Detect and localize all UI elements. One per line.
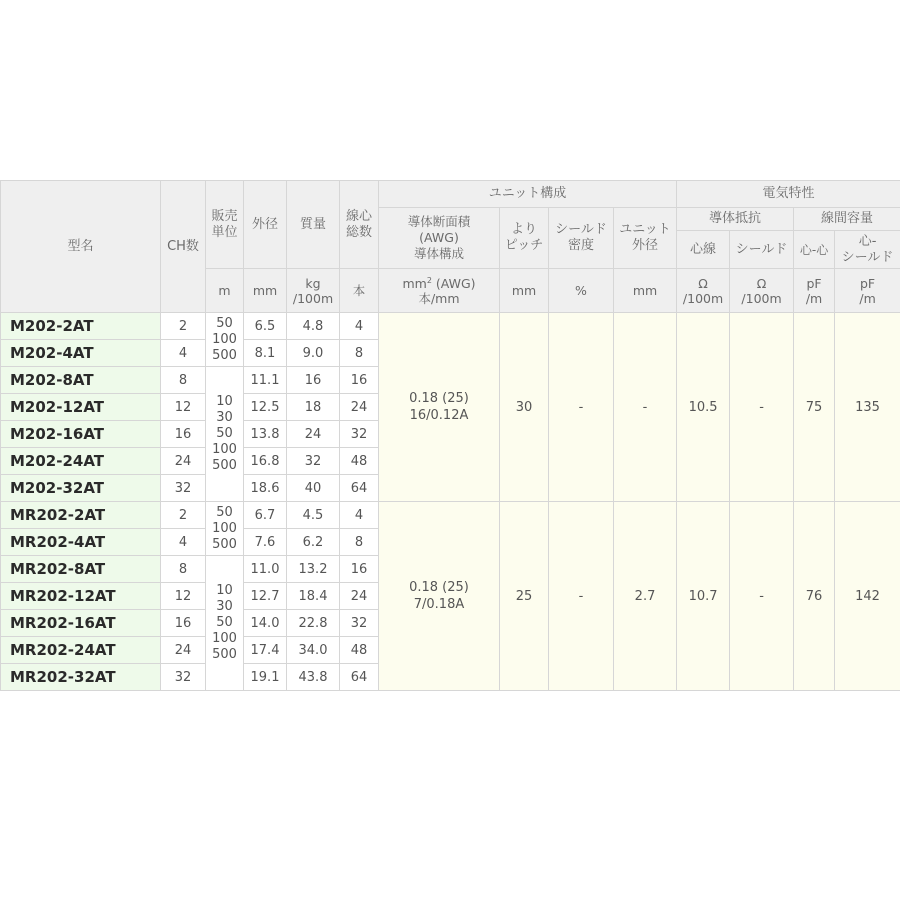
ch-count: 32	[161, 475, 206, 502]
ch-count: 4	[161, 340, 206, 367]
outer-diameter: 12.7	[244, 583, 287, 610]
outer-diameter: 17.4	[244, 637, 287, 664]
mass-value: 13.2	[287, 556, 340, 583]
ch-count: 8	[161, 556, 206, 583]
model-name: MR202-32AT	[1, 664, 161, 691]
header-shield-density: シールド 密度	[549, 208, 614, 269]
core-count: 4	[340, 502, 379, 529]
shield-density: -	[549, 313, 614, 502]
ch-count: 2	[161, 502, 206, 529]
outer-diameter: 14.0	[244, 610, 287, 637]
ch-count: 24	[161, 448, 206, 475]
ch-count: 4	[161, 529, 206, 556]
outer-diameter: 6.7	[244, 502, 287, 529]
ch-count: 12	[161, 583, 206, 610]
core-count: 64	[340, 664, 379, 691]
outer-diameter: 18.6	[244, 475, 287, 502]
unit-res-core: Ω /100m	[677, 269, 730, 313]
sales-unit-a: 50 100 500	[206, 313, 244, 367]
header-res-shield: シールド	[730, 231, 794, 269]
model-name: MR202-4AT	[1, 529, 161, 556]
model-name: M202-16AT	[1, 421, 161, 448]
header-cores: 線心 総数	[340, 181, 379, 269]
unit-unit-od: mm	[614, 269, 677, 313]
model-name: M202-12AT	[1, 394, 161, 421]
model-name: M202-8AT	[1, 367, 161, 394]
mass-value: 32	[287, 448, 340, 475]
header-cap-cc: 心-心	[794, 231, 835, 269]
header-outer-diameter: 外径	[244, 181, 287, 269]
core-count: 16	[340, 556, 379, 583]
core-count: 16	[340, 367, 379, 394]
unit-density: %	[549, 269, 614, 313]
mass-value: 40	[287, 475, 340, 502]
sales-unit-b: 10 30 50 100 500	[206, 367, 244, 502]
header-unit-group: ユニット構成	[379, 181, 677, 208]
core-count: 48	[340, 448, 379, 475]
header-unit-outer: ユニット 外径	[614, 208, 677, 269]
core-count: 8	[340, 340, 379, 367]
core-count: 32	[340, 421, 379, 448]
ch-count: 2	[161, 313, 206, 340]
capacitance-cc: 76	[794, 502, 835, 691]
conductor-area: 0.18 (25) 7/0.18A	[379, 502, 500, 691]
model-name: MR202-2AT	[1, 502, 161, 529]
mass-value: 22.8	[287, 610, 340, 637]
unit-cores: 本	[340, 269, 379, 313]
resistance-core: 10.7	[677, 502, 730, 691]
resistance-shield: -	[730, 313, 794, 502]
capacitance-cs: 135	[835, 313, 900, 502]
outer-diameter: 16.8	[244, 448, 287, 475]
model-name: MR202-24AT	[1, 637, 161, 664]
mass-value: 4.8	[287, 313, 340, 340]
model-name: MR202-8AT	[1, 556, 161, 583]
resistance-core: 10.5	[677, 313, 730, 502]
unit-outer-diameter: 2.7	[614, 502, 677, 691]
model-name: M202-4AT	[1, 340, 161, 367]
sales-unit-a: 50 100 500	[206, 502, 244, 556]
spec-table	[0, 180, 900, 691]
mass-value: 18	[287, 394, 340, 421]
outer-diameter: 11.1	[244, 367, 287, 394]
twist-pitch: 25	[500, 502, 549, 691]
mass-value: 24	[287, 421, 340, 448]
unit-cap-cs: pF /m	[835, 269, 900, 313]
unit-outer-diameter: -	[614, 313, 677, 502]
header-cap-cs: 心- シールド	[835, 231, 900, 269]
header-resistance: 導体抵抗	[677, 208, 794, 231]
model-name: M202-24AT	[1, 448, 161, 475]
mass-value: 18.4	[287, 583, 340, 610]
header-model: 型名	[1, 181, 161, 313]
sales-unit-b: 10 30 50 100 500	[206, 556, 244, 691]
header-ch: CH数	[161, 181, 206, 313]
core-count: 8	[340, 529, 379, 556]
twist-pitch: 30	[500, 313, 549, 502]
outer-diameter: 6.5	[244, 313, 287, 340]
core-count: 32	[340, 610, 379, 637]
model-name: MR202-16AT	[1, 610, 161, 637]
core-count: 48	[340, 637, 379, 664]
capacitance-cc: 75	[794, 313, 835, 502]
table-row	[1, 502, 900, 529]
unit-sales: m	[206, 269, 244, 313]
outer-diameter: 8.1	[244, 340, 287, 367]
header-sales-unit: 販売 単位	[206, 181, 244, 269]
mass-value: 16	[287, 367, 340, 394]
outer-diameter: 7.6	[244, 529, 287, 556]
ch-count: 12	[161, 394, 206, 421]
header-twist-pitch: より ピッチ	[500, 208, 549, 269]
ch-count: 32	[161, 664, 206, 691]
table-row	[1, 313, 900, 340]
unit-pitch: mm	[500, 269, 549, 313]
model-name: MR202-12AT	[1, 583, 161, 610]
header-capacitance: 線間容量	[794, 208, 900, 231]
capacitance-cs: 142	[835, 502, 900, 691]
mass-value: 6.2	[287, 529, 340, 556]
mass-value: 9.0	[287, 340, 340, 367]
mass-value: 43.8	[287, 664, 340, 691]
resistance-shield: -	[730, 502, 794, 691]
shield-density: -	[549, 502, 614, 691]
mass-value: 34.0	[287, 637, 340, 664]
ch-count: 16	[161, 421, 206, 448]
core-count: 24	[340, 394, 379, 421]
core-count: 4	[340, 313, 379, 340]
model-name: M202-32AT	[1, 475, 161, 502]
core-count: 24	[340, 583, 379, 610]
ch-count: 16	[161, 610, 206, 637]
unit-res-shield: Ω /100m	[730, 269, 794, 313]
header-conductor-area: 導体断面積 (AWG) 導体構成	[379, 208, 500, 269]
outer-diameter: 19.1	[244, 664, 287, 691]
header-mass: 質量	[287, 181, 340, 269]
mass-value: 4.5	[287, 502, 340, 529]
ch-count: 24	[161, 637, 206, 664]
core-count: 64	[340, 475, 379, 502]
model-name: M202-2AT	[1, 313, 161, 340]
unit-od: mm	[244, 269, 287, 313]
header-electrical-group: 電気特性	[677, 181, 900, 208]
unit-cap-cc: pF /m	[794, 269, 835, 313]
outer-diameter: 13.8	[244, 421, 287, 448]
header-res-core: 心線	[677, 231, 730, 269]
outer-diameter: 11.0	[244, 556, 287, 583]
unit-area: $mm^2$ (AWG) 本/mm	[379, 269, 500, 313]
unit-mass: kg /100m	[287, 269, 340, 313]
conductor-area: 0.18 (25) 16/0.12A	[379, 313, 500, 502]
ch-count: 8	[161, 367, 206, 394]
outer-diameter: 12.5	[244, 394, 287, 421]
